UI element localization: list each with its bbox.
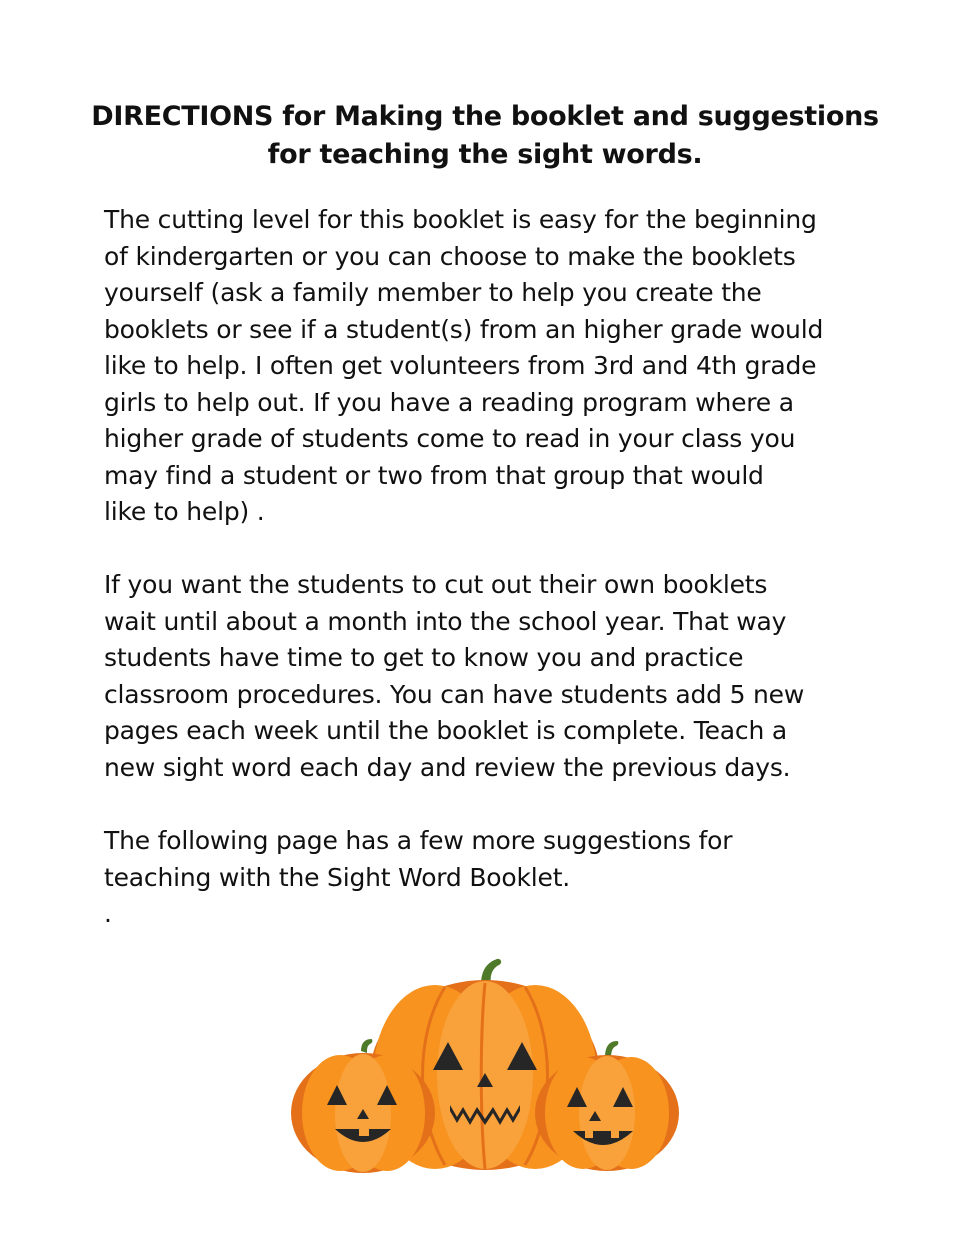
- text-line: pages each week until the booklet is complete. Teach a: [104, 716, 787, 745]
- stray-period: .: [104, 899, 112, 928]
- title-line-2: for teaching the sight words.: [267, 139, 703, 170]
- text-line: yourself (ask a family member to help you create the: [104, 278, 762, 307]
- paragraph-cut-out-timing: [104, 567, 884, 786]
- text-line: like to help) .: [104, 497, 265, 526]
- paragraph-following-page: [104, 823, 884, 896]
- text-line: girls to help out. If you have a reading program where a: [104, 387, 794, 417]
- text-line: students have time to get to know you and practice: [104, 643, 744, 672]
- text-line: new sight word each day and review the previous days.: [104, 752, 791, 782]
- paragraph-cutting-level: [104, 202, 884, 531]
- text-line: wait until about a month into the school year. That way: [104, 606, 787, 636]
- text-line: of kindergarten or you can choose to make the booklets: [104, 241, 796, 271]
- page-title: [60, 98, 910, 174]
- text-line: The cutting level for this booklet is easy for the beginning: [104, 205, 817, 234]
- text-line: like to help. I often get volunteers from 3rd and 4th grade: [104, 351, 817, 380]
- text-line: If you want the students to cut out their own booklets: [104, 570, 768, 599]
- text-line: teaching with the Sight Word Booklet.: [104, 862, 571, 892]
- text-line: may find a student or two from that group that would: [104, 460, 764, 490]
- jack-o-lantern-pumpkins-icon: [285, 955, 685, 1175]
- title-line-1: DIRECTIONS for Making the booklet and suggestions: [91, 101, 879, 132]
- text-line: booklets or see if a student(s) from an higher grade would: [104, 314, 824, 344]
- text-line: classroom procedures. You can have students add 5 new: [104, 679, 805, 709]
- text-line: higher grade of students come to read in your class you: [104, 424, 796, 453]
- text-line: The following page has a few more suggestions for: [104, 826, 733, 855]
